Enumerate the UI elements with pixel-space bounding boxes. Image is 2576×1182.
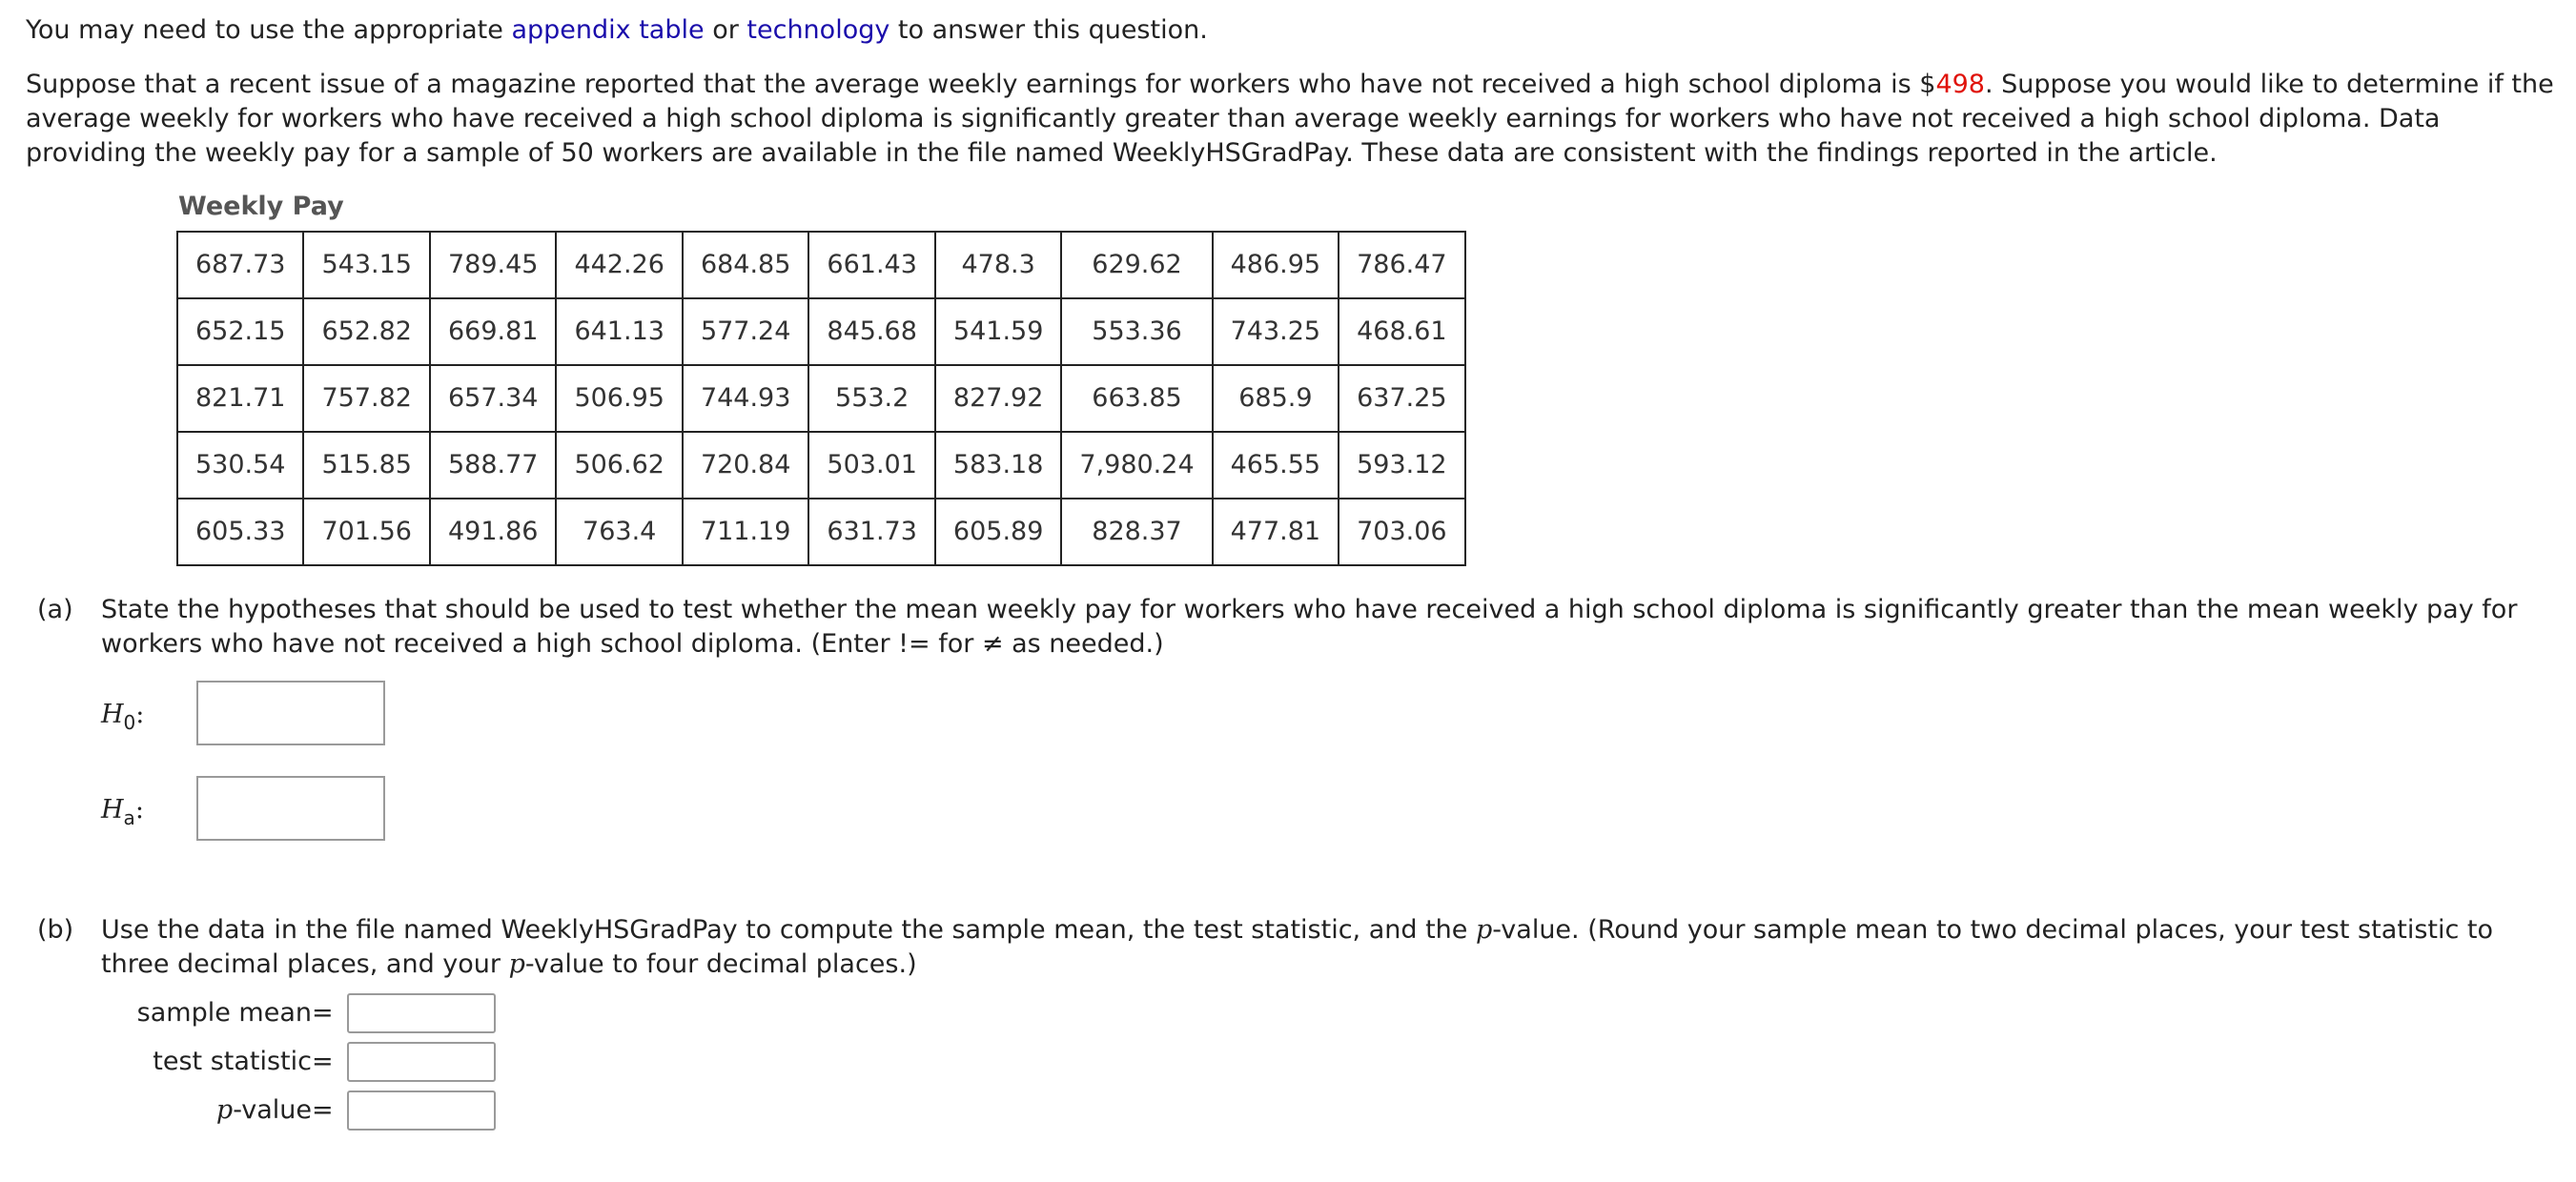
table-cell: 629.62 bbox=[1061, 232, 1212, 298]
table-cell: 744.93 bbox=[683, 365, 808, 432]
p-value-label: p-value bbox=[215, 1095, 312, 1125]
table-cell: 468.61 bbox=[1339, 298, 1464, 365]
table-cell: 789.45 bbox=[430, 232, 556, 298]
table-cell: 477.81 bbox=[1213, 499, 1339, 565]
table-cell: 486.95 bbox=[1213, 232, 1339, 298]
null-hypothesis-input[interactable] bbox=[196, 681, 385, 745]
table-cell: 506.62 bbox=[556, 432, 682, 499]
part-b-answers bbox=[26, 993, 2562, 1131]
table-cell: 465.55 bbox=[1213, 432, 1339, 499]
table-cell: 503.01 bbox=[808, 432, 934, 499]
part-a bbox=[26, 593, 2562, 662]
weekly-pay-table bbox=[176, 231, 1466, 566]
part-a-question: State the hypotheses that should be used to test whether the mean weekly pay for workers who have received a high school diploma is significantly greater than the mean weekly pay for workers who have not received a high school diploma. (Enter != for ≠ as needed.) bbox=[101, 595, 2518, 659]
table-cell: 720.84 bbox=[683, 432, 808, 499]
table-cell: 577.24 bbox=[683, 298, 808, 365]
intro-prefix: You may need to use the appropriate bbox=[26, 15, 512, 45]
test-statistic-row bbox=[26, 1042, 2562, 1082]
table-cell: 669.81 bbox=[430, 298, 556, 365]
table-cell: 687.73 bbox=[177, 232, 303, 298]
table-cell: 641.13 bbox=[556, 298, 682, 365]
table-cell: 763.4 bbox=[556, 499, 682, 565]
table-cell: 828.37 bbox=[1061, 499, 1212, 565]
test-statistic-label: test statistic bbox=[153, 1047, 312, 1076]
table-cell: 827.92 bbox=[935, 365, 1061, 432]
table-cell: 605.89 bbox=[935, 499, 1061, 565]
table-row bbox=[177, 432, 1465, 499]
table-cell: 711.19 bbox=[683, 499, 808, 565]
weekly-pay-title: Weekly Pay bbox=[178, 192, 344, 221]
table-cell: 543.15 bbox=[303, 232, 429, 298]
part-a-label: (a) bbox=[37, 595, 73, 624]
table-cell: 588.77 bbox=[430, 432, 556, 499]
table-cell: 657.34 bbox=[430, 365, 556, 432]
table-cell: 553.36 bbox=[1061, 298, 1212, 365]
table-cell: 743.25 bbox=[1213, 298, 1339, 365]
table-cell: 515.85 bbox=[303, 432, 429, 499]
table-cell: 652.15 bbox=[177, 298, 303, 365]
table-cell: 605.33 bbox=[177, 499, 303, 565]
intro-middle: or bbox=[704, 15, 747, 45]
part-b-label: (b) bbox=[37, 915, 74, 945]
table-cell: 583.18 bbox=[935, 432, 1061, 499]
table-cell: 631.73 bbox=[808, 499, 934, 565]
alternative-hypothesis-row bbox=[26, 776, 2562, 845]
table-cell: 845.68 bbox=[808, 298, 934, 365]
part-b bbox=[26, 913, 2562, 1131]
table-cell: 506.95 bbox=[556, 365, 682, 432]
test-statistic-input[interactable] bbox=[347, 1042, 496, 1082]
table-cell: 821.71 bbox=[177, 365, 303, 432]
p-value-input[interactable] bbox=[347, 1090, 496, 1131]
technology-link[interactable]: technology bbox=[746, 15, 890, 45]
table-row bbox=[177, 365, 1465, 432]
table-cell: 703.06 bbox=[1339, 499, 1464, 565]
table-cell: 478.3 bbox=[935, 232, 1061, 298]
part-b-question: Use the data in the file named WeeklyHSGradPay to compute the sample mean, the test statistic, and the p-value. (Round your sample mean to two decimal places, your test statistic to three decimal places, and your p-value to four decimal places.) bbox=[101, 915, 2494, 979]
table-cell: 7,980.24 bbox=[1061, 432, 1212, 499]
table-cell: 757.82 bbox=[303, 365, 429, 432]
table-cell: 685.9 bbox=[1213, 365, 1339, 432]
table-cell: 661.43 bbox=[808, 232, 934, 298]
intro-suffix: to answer this question. bbox=[889, 15, 1208, 45]
table-row bbox=[177, 499, 1465, 565]
table-cell: 663.85 bbox=[1061, 365, 1212, 432]
table-cell: 637.25 bbox=[1339, 365, 1464, 432]
table-row bbox=[177, 298, 1465, 365]
table-cell: 491.86 bbox=[430, 499, 556, 565]
test-statistic-equals: = bbox=[312, 1047, 334, 1076]
table-cell: 684.85 bbox=[683, 232, 808, 298]
sample-mean-equals: = bbox=[312, 998, 334, 1028]
question-page bbox=[26, 13, 2562, 1131]
appendix-table-link[interactable]: appendix table bbox=[511, 15, 705, 45]
table-row bbox=[177, 232, 1465, 298]
alternative-hypothesis-input[interactable] bbox=[196, 776, 385, 841]
sample-mean-input[interactable] bbox=[347, 993, 496, 1033]
null-hypothesis-label: $H_0$: bbox=[101, 700, 145, 734]
table-cell: 652.82 bbox=[303, 298, 429, 365]
table-cell: 786.47 bbox=[1339, 232, 1464, 298]
alternative-hypothesis-label: $H_a$: bbox=[101, 795, 144, 829]
problem-text-after: . Suppose you would like to determine if the average weekly for workers who have received a high school diploma is significantly greater than average weekly earnings for workers who have not received a high school diploma. Data providing the weekly pay for a sample of 50 workers are available in the file named WeeklyHSGradPay. These data are consistent with the findings reported in the article. bbox=[26, 70, 2554, 168]
p-value-row bbox=[26, 1090, 2562, 1131]
table-cell: 442.26 bbox=[556, 232, 682, 298]
table-cell: 593.12 bbox=[1339, 432, 1464, 499]
table-cell: 553.2 bbox=[808, 365, 934, 432]
highlighted-earnings-value: 498 bbox=[1935, 70, 1985, 99]
null-hypothesis-row bbox=[26, 681, 2562, 749]
sample-mean-label: sample mean bbox=[136, 998, 312, 1028]
problem-statement bbox=[26, 68, 2562, 171]
sample-mean-row bbox=[26, 993, 2562, 1033]
table-cell: 530.54 bbox=[177, 432, 303, 499]
table-cell: 701.56 bbox=[303, 499, 429, 565]
weekly-pay-block bbox=[176, 191, 2562, 566]
intro-text bbox=[26, 13, 2562, 48]
p-value-equals: = bbox=[312, 1095, 334, 1125]
table-cell: 541.59 bbox=[935, 298, 1061, 365]
problem-text-before: Suppose that a recent issue of a magazine reported that the average weekly earnings for workers who have not received a high school diploma is $ bbox=[26, 70, 1936, 99]
